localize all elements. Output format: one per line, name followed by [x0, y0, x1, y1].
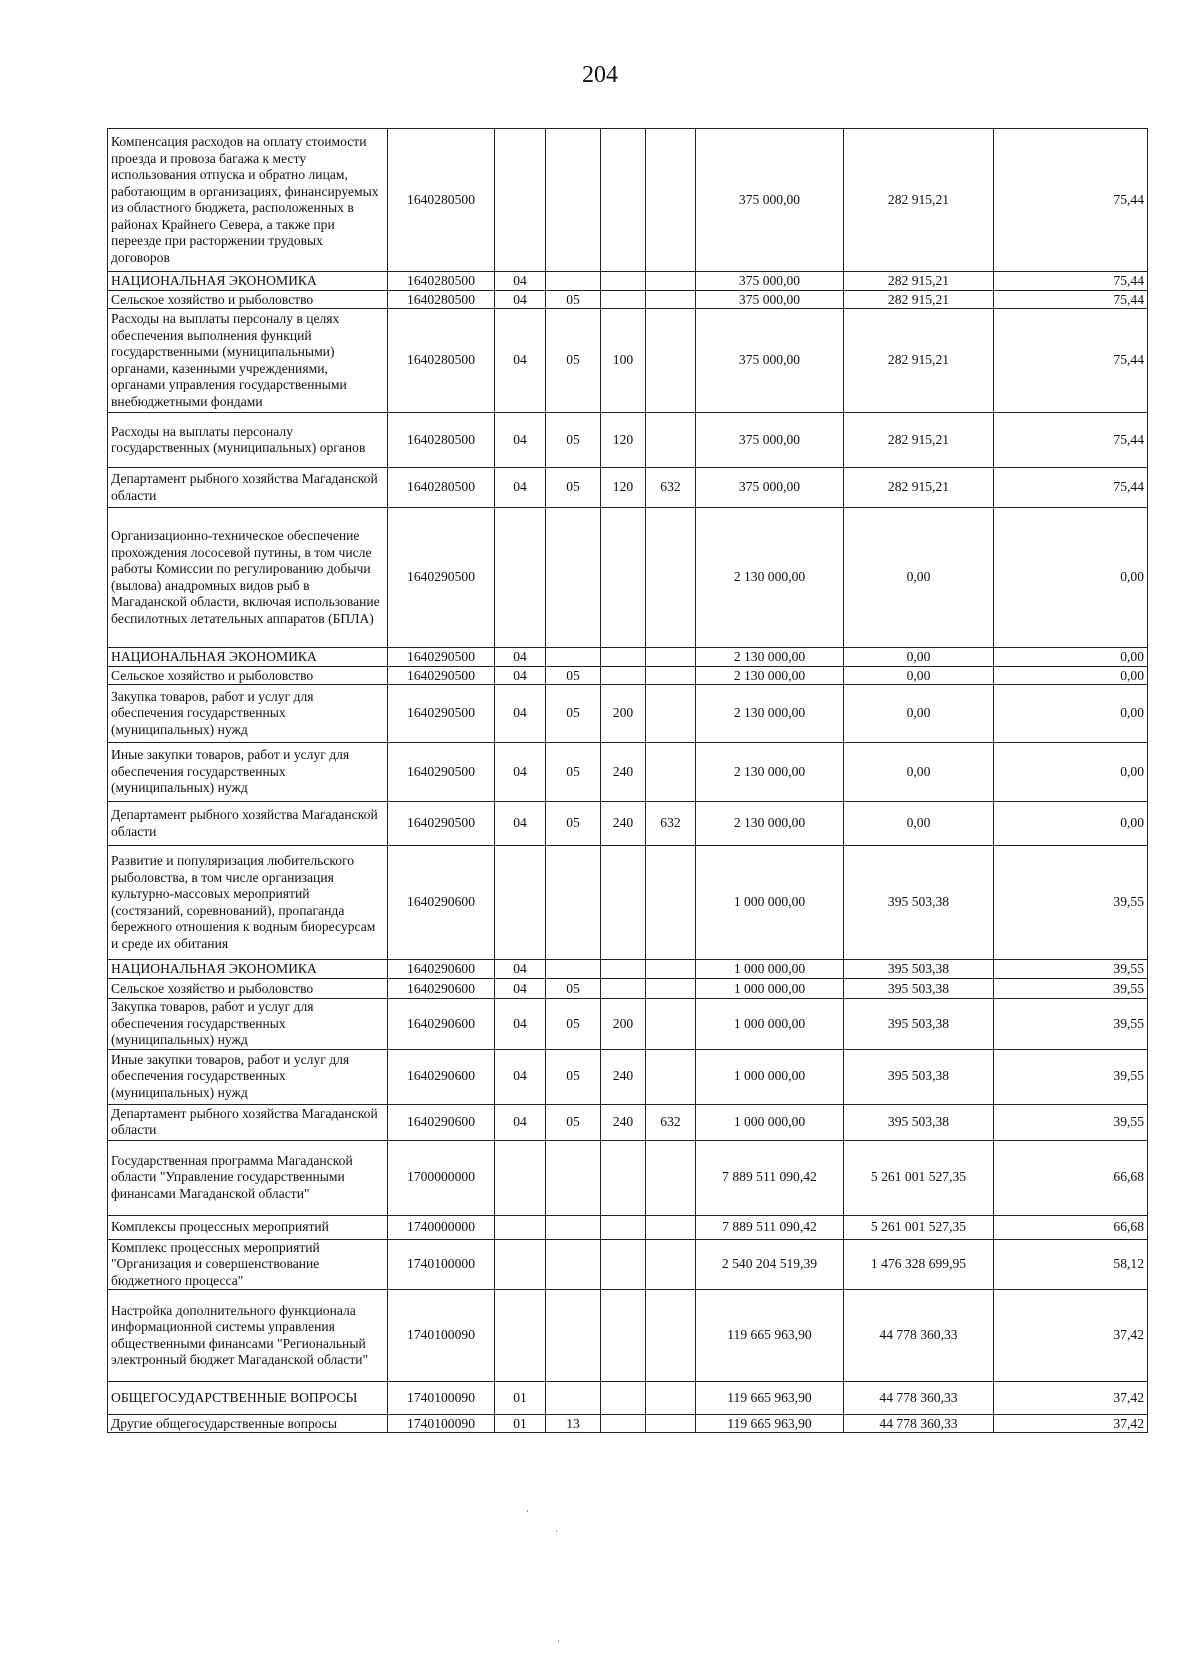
row-code: 1640290600 [388, 1104, 495, 1140]
row-subsection: 05 [546, 743, 601, 802]
table-row [108, 413, 1148, 468]
row-section [495, 1290, 546, 1382]
row-executed-amount: 395 503,38 [844, 846, 994, 960]
row-expense-type [601, 272, 646, 291]
row-expense-type [601, 1239, 646, 1290]
table-row [108, 648, 1148, 667]
row-code: 1640290500 [388, 648, 495, 667]
table-row [108, 1382, 1148, 1415]
row-section: 04 [495, 291, 546, 309]
row-executed-amount: 282 915,21 [844, 309, 994, 413]
row-name: Иные закупки товаров, работ и услуг для обеспечения государственных (муниципальных) нужд [108, 1049, 388, 1104]
row-section: 04 [495, 999, 546, 1050]
row-administrator [646, 1140, 696, 1215]
row-subsection [546, 1140, 601, 1215]
row-administrator [646, 1290, 696, 1382]
table-row [108, 743, 1148, 802]
row-administrator: 632 [646, 802, 696, 846]
row-execution-percent: 75,44 [994, 129, 1148, 272]
row-execution-percent: 39,55 [994, 1104, 1148, 1140]
row-execution-percent: 75,44 [994, 413, 1148, 468]
row-subsection: 05 [546, 468, 601, 508]
row-administrator [646, 979, 696, 999]
row-name: Расходы на выплаты персоналу государственных (муниципальных) органов [108, 413, 388, 468]
table-row [108, 468, 1148, 508]
row-administrator [646, 846, 696, 960]
row-section: 04 [495, 685, 546, 743]
row-subsection [546, 846, 601, 960]
row-name: Компенсация расходов на оплату стоимости проезда и провоза багажа к месту использования отпуска и обратно лицам, работающим в организациях, финансируемых из областного бюджета, расположенных в районах Крайнего Севера, а также при переезде при расторжении трудовых договоров [108, 129, 388, 272]
row-name: Закупка товаров, работ и услуг для обеспечения государственных (муниципальных) нужд [108, 999, 388, 1050]
row-planned-amount: 2 130 000,00 [696, 802, 844, 846]
row-planned-amount: 2 130 000,00 [696, 508, 844, 648]
row-name: Сельское хозяйство и рыболовство [108, 291, 388, 309]
row-subsection: 05 [546, 413, 601, 468]
row-name: НАЦИОНАЛЬНАЯ ЭКОНОМИКА [108, 272, 388, 291]
row-name: Департамент рыбного хозяйства Магаданской области [108, 1104, 388, 1140]
row-code: 1640290600 [388, 960, 495, 979]
row-execution-percent: 75,44 [994, 468, 1148, 508]
row-code: 1640290600 [388, 999, 495, 1050]
row-section [495, 1140, 546, 1215]
table-row [108, 1049, 1148, 1104]
row-subsection [546, 648, 601, 667]
row-code: 1700000000 [388, 1140, 495, 1215]
row-code: 1640280500 [388, 468, 495, 508]
row-name: Комплекс процессных мероприятий "Организация и совершенствование бюджетного процесса" [108, 1239, 388, 1290]
table-row [108, 291, 1148, 309]
row-administrator [646, 272, 696, 291]
row-expense-type [601, 1215, 646, 1239]
row-section [495, 846, 546, 960]
row-code: 1640280500 [388, 272, 495, 291]
row-administrator [646, 309, 696, 413]
row-code: 1640290600 [388, 979, 495, 999]
row-executed-amount: 282 915,21 [844, 272, 994, 291]
row-execution-percent: 0,00 [994, 685, 1148, 743]
row-expense-type [601, 667, 646, 685]
table-row [108, 1239, 1148, 1290]
row-execution-percent: 66,68 [994, 1140, 1148, 1215]
row-expense-type [601, 960, 646, 979]
row-name: ОБЩЕГОСУДАРСТВЕННЫЕ ВОПРОСЫ [108, 1382, 388, 1415]
row-name: Другие общегосударственные вопросы [108, 1415, 388, 1433]
row-code: 1640290500 [388, 802, 495, 846]
row-name: Организационно-техническое обеспечение прохождения лососевой путины, в том числе работы Комиссии по регулированию добычи (вылова) анадромных видов рыб в Магаданской области, включая использование беспилотных летательных аппаратов (БПЛА) [108, 508, 388, 648]
row-administrator [646, 508, 696, 648]
row-planned-amount: 119 665 963,90 [696, 1382, 844, 1415]
row-name: Иные закупки товаров, работ и услуг для обеспечения государственных (муниципальных) нужд [108, 743, 388, 802]
row-executed-amount: 0,00 [844, 508, 994, 648]
row-expense-type: 240 [601, 1104, 646, 1140]
table-row [108, 960, 1148, 979]
row-section: 04 [495, 743, 546, 802]
row-executed-amount: 0,00 [844, 667, 994, 685]
row-administrator [646, 413, 696, 468]
row-section: 04 [495, 667, 546, 685]
row-administrator [646, 685, 696, 743]
row-planned-amount: 1 000 000,00 [696, 1104, 844, 1140]
row-section [495, 1239, 546, 1290]
row-expense-type: 240 [601, 743, 646, 802]
row-administrator [646, 1415, 696, 1433]
row-planned-amount: 1 000 000,00 [696, 1049, 844, 1104]
row-section: 04 [495, 468, 546, 508]
row-execution-percent: 75,44 [994, 309, 1148, 413]
row-subsection: 05 [546, 1104, 601, 1140]
row-expense-type [601, 129, 646, 272]
page-number: 204 [582, 62, 618, 88]
row-name: Сельское хозяйство и рыболовство [108, 979, 388, 999]
row-section: 01 [495, 1415, 546, 1433]
row-planned-amount: 1 000 000,00 [696, 846, 844, 960]
row-code: 1740000000 [388, 1215, 495, 1239]
row-administrator [646, 743, 696, 802]
row-executed-amount: 395 503,38 [844, 1049, 994, 1104]
row-administrator [646, 648, 696, 667]
row-section: 04 [495, 1049, 546, 1104]
row-expense-type [601, 648, 646, 667]
scan-mark [556, 1530, 557, 1532]
row-name: Департамент рыбного хозяйства Магаданской области [108, 802, 388, 846]
row-planned-amount: 2 130 000,00 [696, 648, 844, 667]
row-code: 1640290500 [388, 667, 495, 685]
row-expense-type [601, 846, 646, 960]
row-section: 04 [495, 1104, 546, 1140]
row-execution-percent: 0,00 [994, 743, 1148, 802]
table-row [108, 802, 1148, 846]
row-section [495, 508, 546, 648]
table-row [108, 979, 1148, 999]
row-administrator [646, 1239, 696, 1290]
row-code: 1740100090 [388, 1290, 495, 1382]
row-execution-percent: 58,12 [994, 1239, 1148, 1290]
row-subsection [546, 1290, 601, 1382]
row-expense-type: 240 [601, 802, 646, 846]
row-subsection: 05 [546, 802, 601, 846]
row-name: Сельское хозяйство и рыболовство [108, 667, 388, 685]
row-subsection [546, 1382, 601, 1415]
row-executed-amount: 5 261 001 527,35 [844, 1215, 994, 1239]
row-expense-type [601, 1415, 646, 1433]
row-name: НАЦИОНАЛЬНАЯ ЭКОНОМИКА [108, 960, 388, 979]
row-subsection [546, 960, 601, 979]
row-code: 1640280500 [388, 291, 495, 309]
row-executed-amount: 395 503,38 [844, 979, 994, 999]
row-administrator [646, 960, 696, 979]
row-name: Развитие и популяризация любительского рыболовства, в том числе организация культурно-массовых мероприятий (состязаний, соревнований), пропаганда бережного отношения к водным биоресурсам и среде их обитания [108, 846, 388, 960]
row-section: 04 [495, 802, 546, 846]
row-code: 1640290500 [388, 685, 495, 743]
row-execution-percent: 0,00 [994, 667, 1148, 685]
row-section: 04 [495, 979, 546, 999]
row-section [495, 129, 546, 272]
row-name: НАЦИОНАЛЬНАЯ ЭКОНОМИКА [108, 648, 388, 667]
row-planned-amount: 375 000,00 [696, 468, 844, 508]
row-executed-amount: 44 778 360,33 [844, 1290, 994, 1382]
row-subsection: 05 [546, 1049, 601, 1104]
table-row [108, 1140, 1148, 1215]
row-execution-percent: 37,42 [994, 1382, 1148, 1415]
row-executed-amount: 0,00 [844, 685, 994, 743]
row-subsection [546, 1215, 601, 1239]
table-row [108, 309, 1148, 413]
row-section: 04 [495, 272, 546, 291]
row-planned-amount: 2 130 000,00 [696, 743, 844, 802]
row-expense-type: 120 [601, 468, 646, 508]
table-row [108, 272, 1148, 291]
row-planned-amount: 1 000 000,00 [696, 999, 844, 1050]
row-subsection: 05 [546, 309, 601, 413]
row-expense-type [601, 291, 646, 309]
row-planned-amount: 375 000,00 [696, 129, 844, 272]
budget-table [107, 128, 1148, 1433]
row-subsection: 13 [546, 1415, 601, 1433]
row-executed-amount: 282 915,21 [844, 413, 994, 468]
row-executed-amount: 395 503,38 [844, 1104, 994, 1140]
row-section: 01 [495, 1382, 546, 1415]
row-planned-amount: 375 000,00 [696, 291, 844, 309]
row-planned-amount: 119 665 963,90 [696, 1290, 844, 1382]
row-planned-amount: 7 889 511 090,42 [696, 1215, 844, 1239]
row-administrator [646, 129, 696, 272]
row-planned-amount: 2 130 000,00 [696, 667, 844, 685]
row-section: 04 [495, 648, 546, 667]
row-subsection [546, 129, 601, 272]
row-code: 1740100000 [388, 1239, 495, 1290]
table-row [108, 667, 1148, 685]
row-subsection: 05 [546, 291, 601, 309]
row-code: 1640290500 [388, 743, 495, 802]
row-planned-amount: 1 000 000,00 [696, 979, 844, 999]
row-executed-amount: 282 915,21 [844, 129, 994, 272]
row-executed-amount: 1 476 328 699,95 [844, 1239, 994, 1290]
row-expense-type [601, 979, 646, 999]
row-execution-percent: 0,00 [994, 802, 1148, 846]
row-name: Государственная программа Магаданской области "Управление государственными финансами Магаданской области" [108, 1140, 388, 1215]
row-executed-amount: 395 503,38 [844, 960, 994, 979]
row-name: Комплексы процессных мероприятий [108, 1215, 388, 1239]
row-subsection [546, 1239, 601, 1290]
row-planned-amount: 375 000,00 [696, 413, 844, 468]
row-execution-percent: 37,42 [994, 1290, 1148, 1382]
row-section: 04 [495, 413, 546, 468]
row-administrator [646, 999, 696, 1050]
row-executed-amount: 44 778 360,33 [844, 1415, 994, 1433]
row-subsection: 05 [546, 999, 601, 1050]
row-name: Расходы на выплаты персоналу в целях обеспечения выполнения функций государственными (муниципальными) органами, казенными учреждениями, органами управления государственными внебюджетными фондами [108, 309, 388, 413]
row-execution-percent: 0,00 [994, 508, 1148, 648]
row-administrator [646, 1215, 696, 1239]
row-planned-amount: 375 000,00 [696, 272, 844, 291]
row-executed-amount: 395 503,38 [844, 999, 994, 1050]
row-planned-amount: 1 000 000,00 [696, 960, 844, 979]
row-subsection [546, 272, 601, 291]
row-administrator: 632 [646, 468, 696, 508]
row-planned-amount: 119 665 963,90 [696, 1415, 844, 1433]
row-subsection: 05 [546, 979, 601, 999]
row-administrator [646, 291, 696, 309]
row-executed-amount: 282 915,21 [844, 291, 994, 309]
row-planned-amount: 7 889 511 090,42 [696, 1140, 844, 1215]
row-execution-percent: 0,00 [994, 648, 1148, 667]
row-name: Закупка товаров, работ и услуг для обеспечения государственных (муниципальных) нужд [108, 685, 388, 743]
row-executed-amount: 0,00 [844, 743, 994, 802]
row-execution-percent: 39,55 [994, 846, 1148, 960]
row-administrator [646, 1049, 696, 1104]
table-row [108, 685, 1148, 743]
row-code: 1740100090 [388, 1382, 495, 1415]
row-execution-percent: 39,55 [994, 1049, 1148, 1104]
row-section [495, 1215, 546, 1239]
row-administrator: 632 [646, 1104, 696, 1140]
row-administrator [646, 1382, 696, 1415]
row-planned-amount: 2 130 000,00 [696, 685, 844, 743]
row-expense-type [601, 508, 646, 648]
row-execution-percent: 37,42 [994, 1415, 1148, 1433]
row-code: 1640290600 [388, 1049, 495, 1104]
row-subsection [546, 508, 601, 648]
row-code: 1640290500 [388, 508, 495, 648]
table-row [108, 1415, 1148, 1433]
table-row [108, 999, 1148, 1050]
row-code: 1640280500 [388, 413, 495, 468]
row-executed-amount: 44 778 360,33 [844, 1382, 994, 1415]
row-name: Департамент рыбного хозяйства Магаданской области [108, 468, 388, 508]
row-execution-percent: 39,55 [994, 999, 1148, 1050]
row-code: 1640280500 [388, 129, 495, 272]
table-row [108, 846, 1148, 960]
row-code: 1740100090 [388, 1415, 495, 1433]
row-expense-type: 100 [601, 309, 646, 413]
row-expense-type [601, 1140, 646, 1215]
row-subsection: 05 [546, 667, 601, 685]
row-section: 04 [495, 960, 546, 979]
table-row [108, 1104, 1148, 1140]
row-code: 1640290600 [388, 846, 495, 960]
row-expense-type: 120 [601, 413, 646, 468]
row-expense-type: 200 [601, 685, 646, 743]
row-expense-type [601, 1382, 646, 1415]
row-code: 1640280500 [388, 309, 495, 413]
row-section: 04 [495, 309, 546, 413]
row-executed-amount: 5 261 001 527,35 [844, 1140, 994, 1215]
row-planned-amount: 2 540 204 519,39 [696, 1239, 844, 1290]
row-executed-amount: 0,00 [844, 802, 994, 846]
table-row [108, 1215, 1148, 1239]
row-expense-type [601, 1290, 646, 1382]
row-name: Настройка дополнительного функционала информационной системы управления общественными финансами "Региональный электронный бюджет Магаданской области" [108, 1290, 388, 1382]
row-expense-type: 200 [601, 999, 646, 1050]
row-expense-type: 240 [601, 1049, 646, 1104]
table-row [108, 129, 1148, 272]
row-executed-amount: 282 915,21 [844, 468, 994, 508]
row-execution-percent: 66,68 [994, 1215, 1148, 1239]
scan-mark [558, 1640, 559, 1642]
row-execution-percent: 75,44 [994, 272, 1148, 291]
row-executed-amount: 0,00 [844, 648, 994, 667]
row-execution-percent: 39,55 [994, 979, 1148, 999]
row-planned-amount: 375 000,00 [696, 309, 844, 413]
row-administrator [646, 667, 696, 685]
budget-table-body [108, 129, 1148, 1433]
table-row [108, 508, 1148, 648]
scan-mark [527, 1510, 528, 1512]
table-row [108, 1290, 1148, 1382]
row-subsection: 05 [546, 685, 601, 743]
row-execution-percent: 39,55 [994, 960, 1148, 979]
row-execution-percent: 75,44 [994, 291, 1148, 309]
